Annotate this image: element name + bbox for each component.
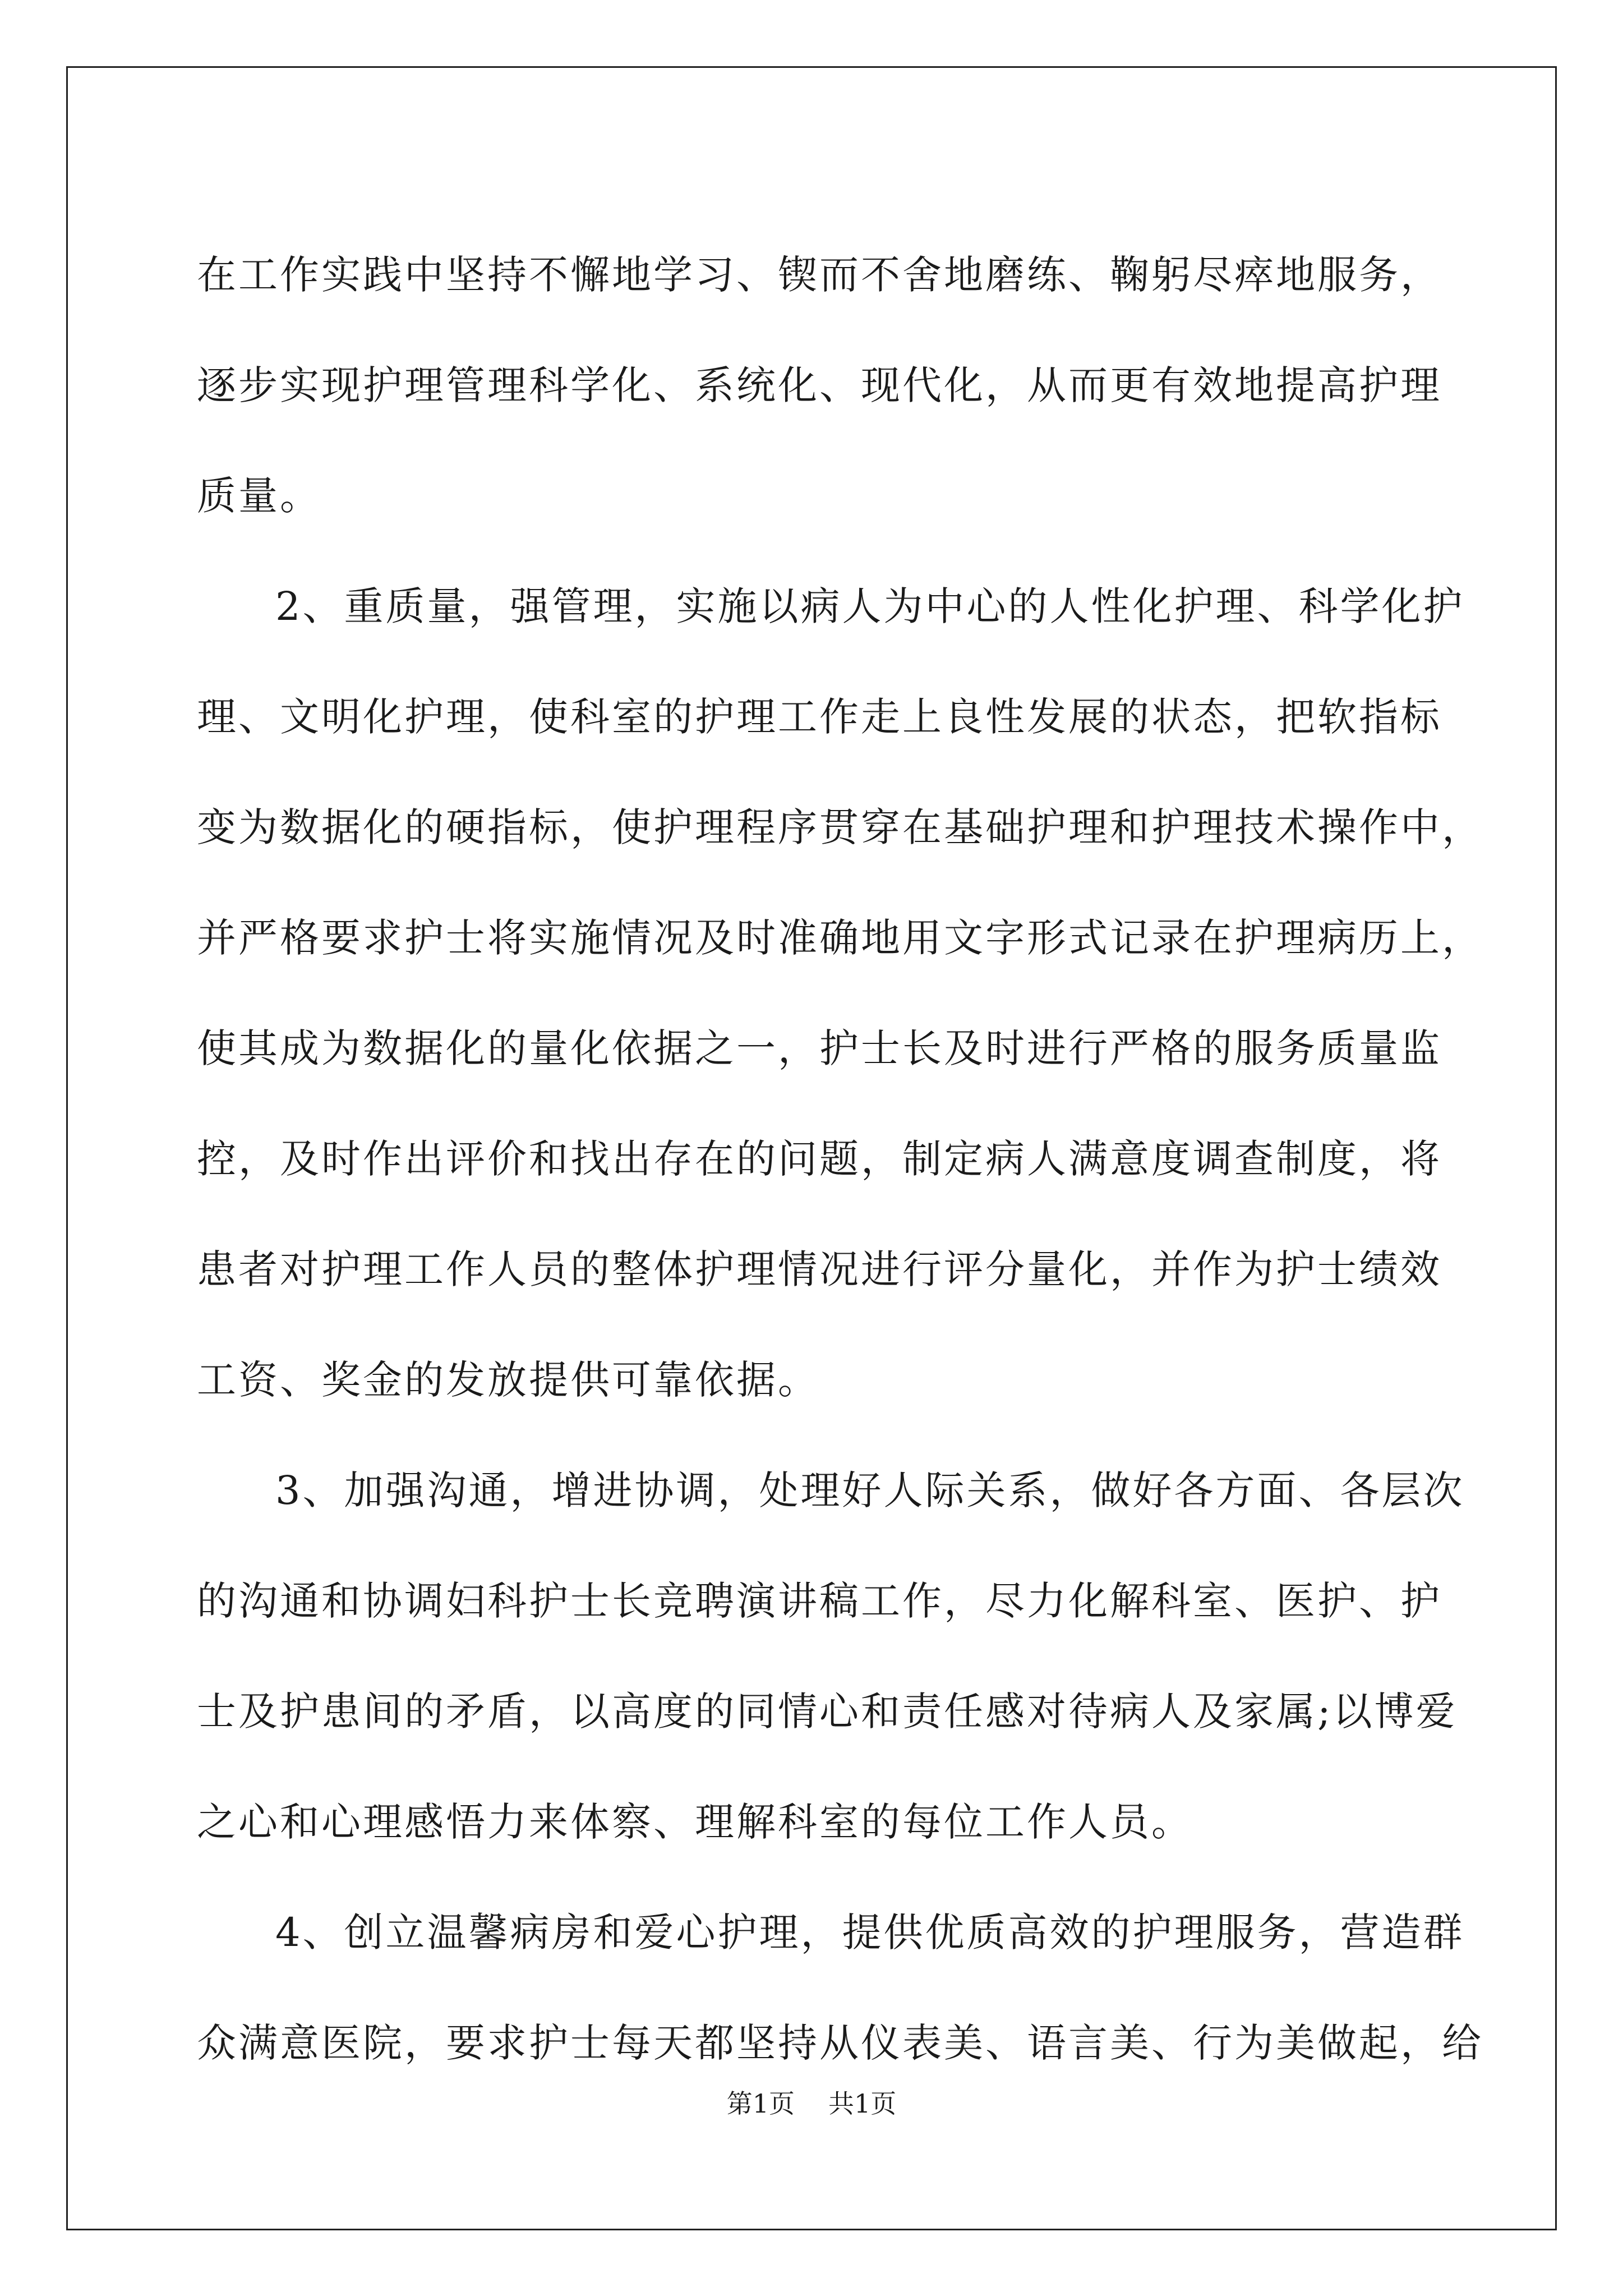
text-line: 逐步实现护理管理科学化、系统化、现代化，从而更有效地提高护理 bbox=[197, 362, 1442, 408]
text-line: 的沟通和协调妇科护士长竞聘演讲稿工作，尽力化解科室、医护、护 bbox=[197, 1578, 1442, 1624]
paragraph-3-start: 3、加强沟通，增进协调，处理好人际关系，做好各方面、各层次 bbox=[275, 1467, 1465, 1513]
text-line: 使其成为数据化的量化依据之一，护士长及时进行严格的服务质量监 bbox=[197, 1025, 1442, 1071]
page-number-total: 共1页 bbox=[828, 2088, 897, 2119]
text-line: 质量。 bbox=[197, 473, 321, 519]
text-line: 变为数据化的硬指标，使护理程序贯穿在基础护理和护理技术操作中， bbox=[197, 804, 1483, 850]
page-number-current: 第1页 bbox=[726, 2088, 795, 2119]
text-line: 之心和心理感悟力来体察、理解科室的每位工作人员。 bbox=[197, 1799, 1193, 1845]
text-line: 在工作实践中坚持不懈地学习、锲而不舍地磨练、鞠躬尽瘁地服务， bbox=[197, 252, 1442, 298]
paragraph-4-start: 4、创立温馨病房和爱心护理，提供优质高效的护理服务，营造群 bbox=[275, 1910, 1465, 1955]
paragraph-2-start: 2、重质量，强管理，实施以病人为中心的人性化护理、科学化护 bbox=[275, 583, 1465, 629]
text-line: 患者对护理工作人员的整体护理情况进行评分量化，并作为护士绩效 bbox=[197, 1246, 1442, 1292]
text-line: 理、文明化护理，使科室的护理工作走上良性发展的状态，把软指标 bbox=[197, 694, 1442, 740]
text-line: 并严格要求护士将实施情况及时准确地用文字形式记录在护理病历上， bbox=[197, 915, 1483, 961]
document-body bbox=[197, 220, 1483, 2099]
page-footer bbox=[0, 2087, 1623, 2120]
text-line: 控，及时作出评价和找出存在的问题，制定病人满意度调查制度，将 bbox=[197, 1136, 1442, 1182]
text-line: 士及护患间的矛盾，以高度的同情心和责任感对待病人及家属;以博爱 bbox=[197, 1688, 1458, 1734]
text-line: 众满意医院，要求护士每天都坚持从仪表美、语言美、行为美做起，给 bbox=[197, 2020, 1483, 2066]
text-line: 工资、奖金的发放提供可靠依据。 bbox=[197, 1357, 819, 1403]
